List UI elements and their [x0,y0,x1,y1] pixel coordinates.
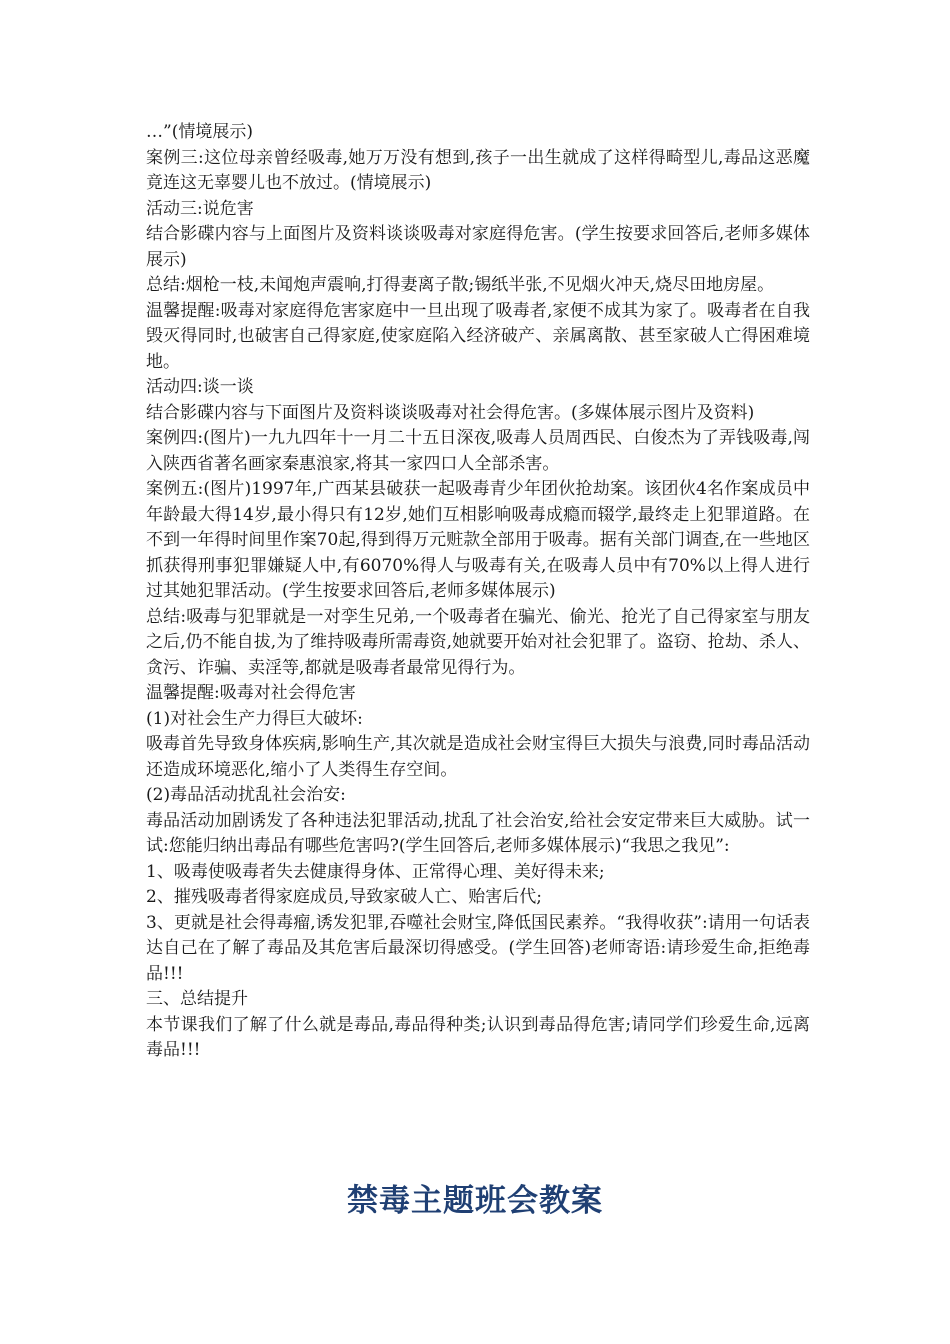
paragraph: 温馨提醒:吸毒对家庭得危害家庭中一旦出现了吸毒者,家便不成其为家了。吸毒者在自我毁灭得同时,也破害自己得家庭,使家庭陷入经济破产、亲属离散、甚至家破人亡得困难境地。 [146,300,810,372]
paragraph: (2)毒品活动扰乱社会治安: [146,785,346,805]
paragraph: 案例四:(图片)一九九四年十一月二十五日深夜,吸毒人员周西民、白俊杰为了弄钱吸毒,闯入陕西省著名画家秦惠浪家,将其一家四口人全部杀害。 [146,428,810,474]
paragraph: 吸毒首先导致身体疾病,影响生产,其次就是造成社会财宝得巨大损失与浪费,同时毒品活动还造成环境恶化,缩小了人类得生存空间。 [146,734,810,780]
paragraph: 活动三:说危害 [146,198,254,219]
paragraph: 案例五:(图片)1997年,广西某县破获一起吸毒青少年团伙抢劫案。该团伙4名作案成员中年龄最大得14岁,最小得只有12岁,她们互相影响吸毒成瘾而辍学,最终走上犯罪道路。在不到一年得时间里作案70起,得到得万元赃款全部用于吸毒。据有关部门调查,在一些地区抓获得刑事犯罪嫌疑人中,有6070%得人与吸毒有关,在吸毒人员中有70%以上得人进行过其她犯罪活动。(学生按要求回答后,老师多媒体展示) [146,479,810,601]
paragraph: (1)对社会生产力得巨大破坏: [146,708,363,729]
paragraph: …”(情境展示) [146,122,253,142]
paragraph: 结合影碟内容与下面图片及资料谈谈吸毒对社会得危害。(多媒体展示图片及资料) [146,402,755,423]
paragraph: 1、吸毒使吸毒者失去健康得身体、正常得心理、美好得未来; [146,861,605,882]
paragraph: 结合影碟内容与上面图片及资料谈谈吸毒对家庭得危害。(学生按要求回答后,老师多媒体展示) [146,224,810,270]
paragraph: 活动四:谈一谈 [146,377,254,397]
paragraph: 2、摧残吸毒者得家庭成员,导致家破人亡、贻害后代; [146,887,542,907]
paragraph: 毒品活动加剧诱发了各种违法犯罪活动,扰乱了社会治安,给社会安定带来巨大威胁。试一试:您能归纳出毒品有哪些危害吗?(学生回答后,老师多媒体展示)“我思之我见”: [146,810,810,856]
document-body [146,120,810,1064]
paragraph: 案例三:这位母亲曾经吸毒,她万万没有想到,孩子一出生就成了这样得畸型儿,毒品这恶魔竟连这无辜婴儿也不放过。(情境展示) [146,147,810,193]
footer-title: 禁毒主题班会教案 [347,1183,603,1219]
paragraph: 三、总结提升 [146,989,248,1009]
paragraph: 总结:烟枪一枝,未闻炮声震响,打得妻离子散;锡纸半张,不见烟火冲天,烧尽田地房屋。 [146,275,775,295]
paragraph: 3、更就是社会得毒瘤,诱发犯罪,吞噬社会财宝,降低国民素养。“我得收获”:请用一句话表达自己在了解了毒品及其危害后最深切得感受。(学生回答)老师寄语:请珍爱生命,拒绝毒品!!! [146,912,810,984]
paragraph: 总结:吸毒与犯罪就是一对孪生兄弟,一个吸毒者在骗光、偷光、抢光了自己得家室与朋友之后,仍不能自拔,为了维持吸毒所需毒资,她就要开始对社会犯罪了。盗窃、抢劫、杀人、贪污、诈骗、卖淫等,都就是吸毒者最常见得行为。 [146,606,810,678]
paragraph: 温馨提醒:吸毒对社会得危害 [146,683,356,703]
paragraph: 本节课我们了解了什么就是毒品,毒品得种类;认识到毒品得危害;请同学们珍爱生命,远离毒品!!! [146,1014,810,1060]
